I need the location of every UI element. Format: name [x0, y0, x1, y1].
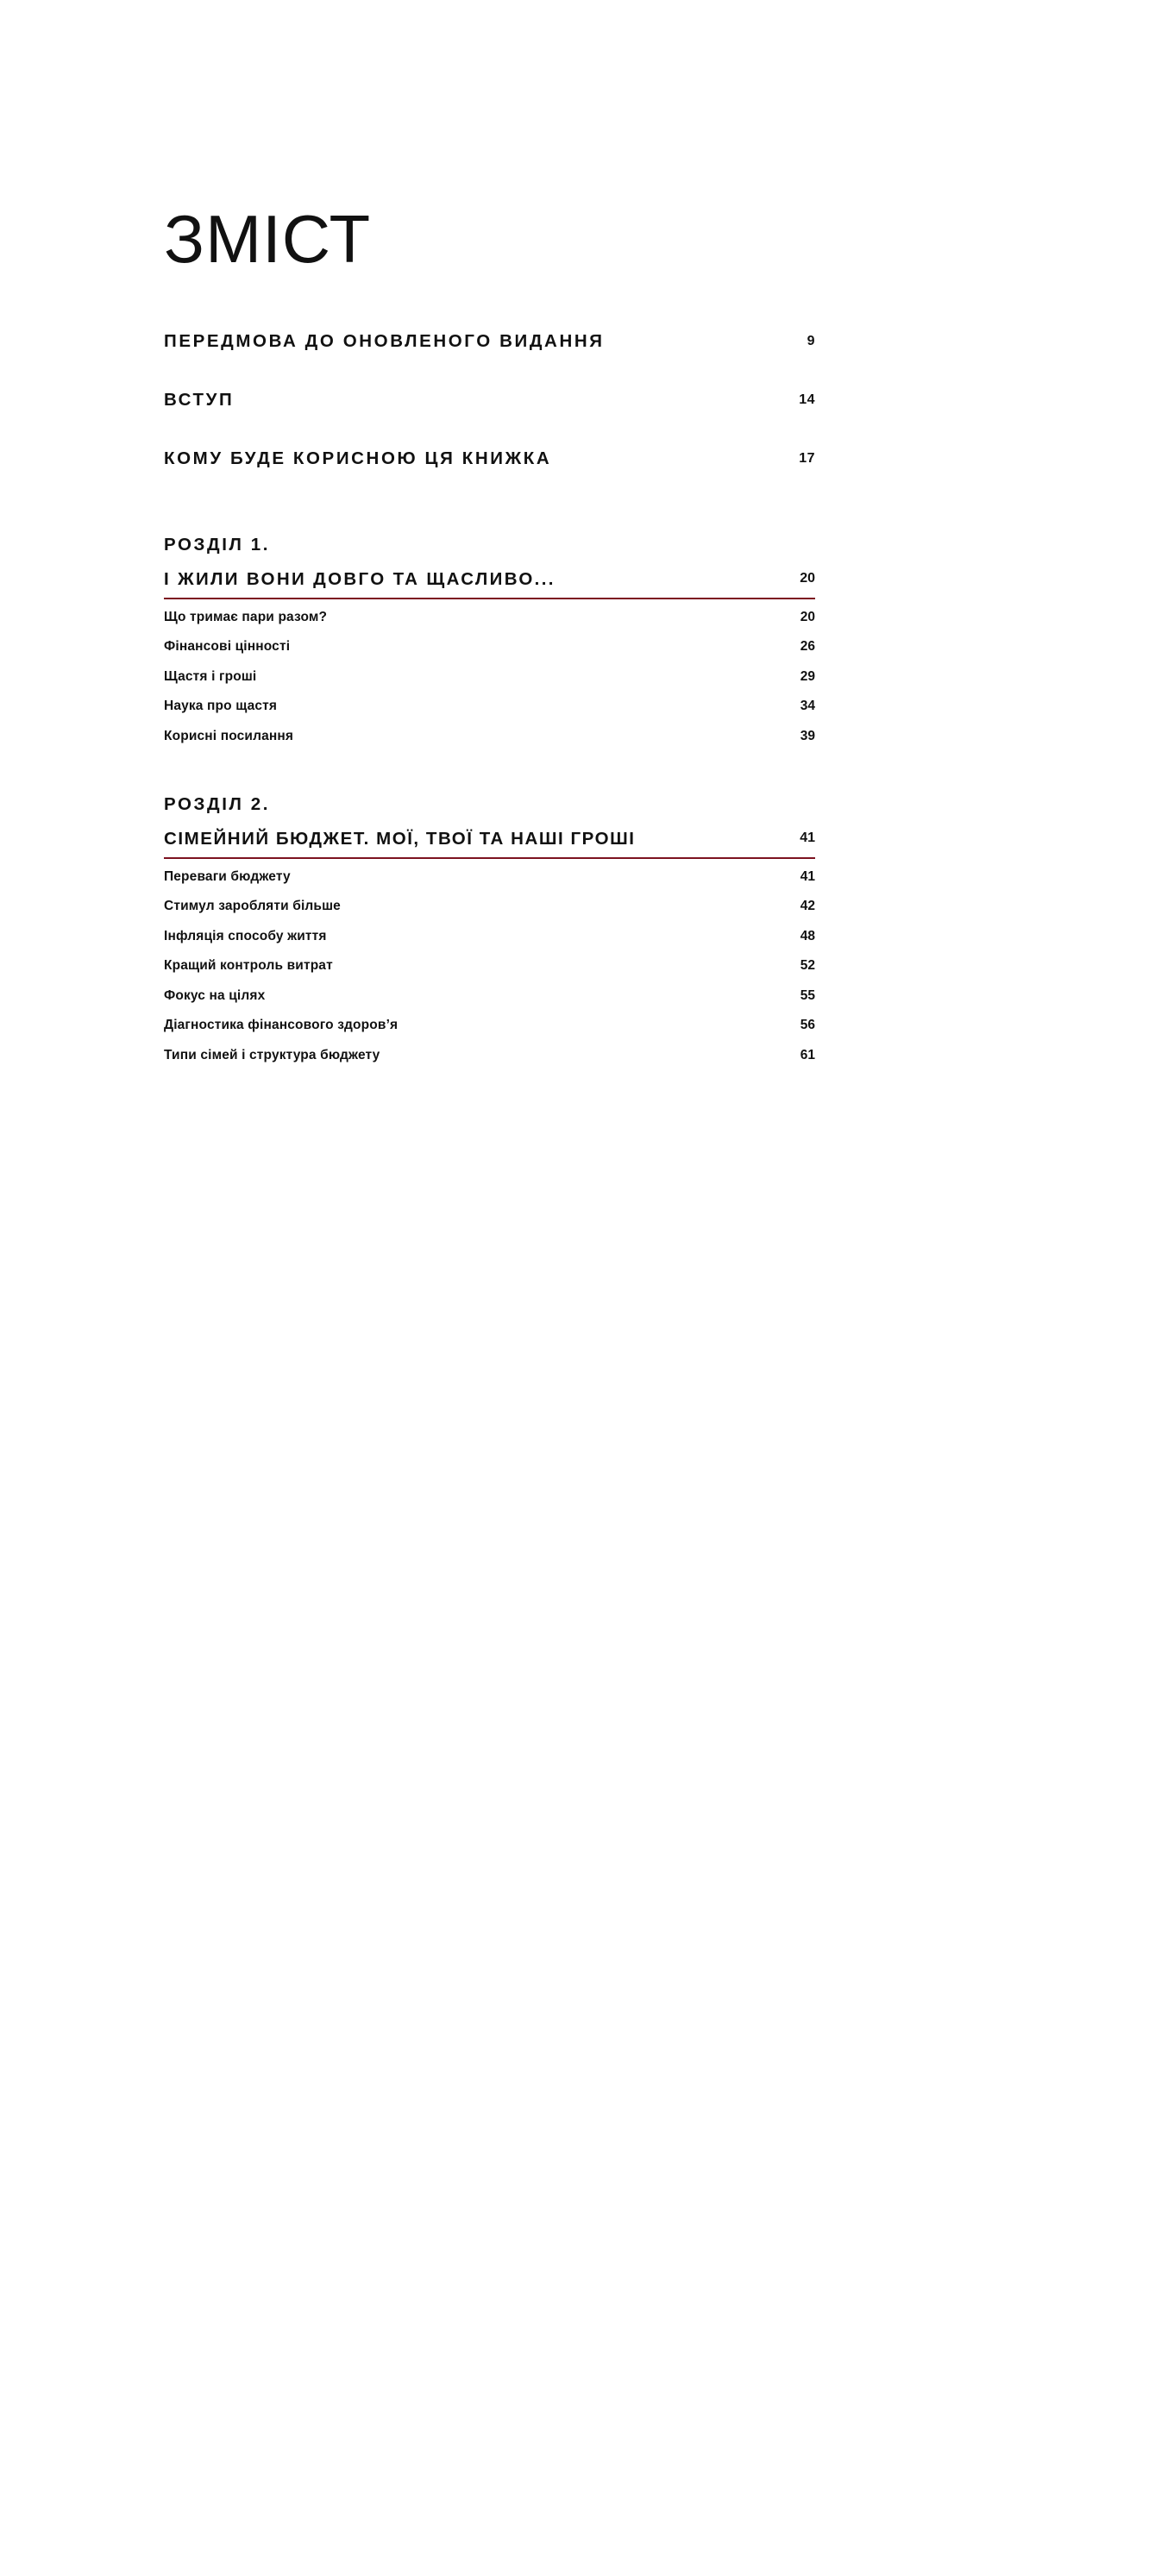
section-page: 52 — [800, 958, 815, 973]
list-item[interactable] — [164, 988, 815, 1018]
toc-entry-page: 17 — [799, 451, 815, 466]
section-label: Переваги бюджету — [164, 868, 291, 884]
chapter-2-sections — [164, 869, 815, 1078]
toc-entry-label: ПЕРЕДМОВА ДО ОНОВЛЕНОГО ВИДАННЯ — [164, 331, 605, 351]
section-label: Що тримає пари разом? — [164, 609, 328, 624]
list-item[interactable] — [164, 958, 815, 988]
chapter-2 — [164, 796, 815, 1077]
table-of-contents — [164, 331, 815, 1077]
section-page: 34 — [800, 699, 815, 713]
section-label: Діагностика фінансового здоров’я — [164, 1018, 399, 1032]
section-label: Інфляція способу життя — [164, 928, 327, 943]
list-item[interactable] — [164, 929, 815, 959]
chapter-1 — [164, 536, 815, 758]
section-page: 26 — [800, 639, 815, 654]
section-page: 61 — [800, 1047, 815, 1062]
section-label: Кращий контроль витрат — [164, 958, 333, 973]
list-item[interactable] — [164, 699, 815, 729]
section-page: 42 — [800, 899, 815, 913]
section-page: 39 — [800, 728, 815, 743]
list-item[interactable] — [164, 729, 815, 759]
list-item[interactable] — [164, 639, 815, 669]
toc-entry-page: 9 — [807, 334, 815, 348]
toc-entry-page: 14 — [799, 392, 815, 407]
list-item[interactable] — [164, 899, 815, 929]
section-page: 29 — [800, 668, 815, 684]
list-item[interactable] — [164, 869, 815, 899]
spacer — [164, 507, 815, 536]
list-item[interactable] — [164, 1048, 815, 1078]
section-label: Фокус на цілях — [164, 987, 266, 1003]
section-label: Наука про щастя — [164, 699, 278, 713]
chapter-1-title: І ЖИЛИ ВОНИ ДОВГО ТА ЩАСЛИВО... — [164, 568, 556, 589]
toc-entry-label: КОМУ БУДЕ КОРИСНОЮ ЦЯ КНИЖКА — [164, 448, 552, 468]
section-label: Стимул заробляти більше — [164, 899, 341, 913]
chapter-1-sections — [164, 610, 815, 759]
chapter-2-title: СІМЕЙНИЙ БЮДЖЕТ. МОЇ, ТВОЇ ТА НАШІ ГРОШІ — [164, 828, 636, 849]
section-label: Корисні посилання — [164, 728, 294, 743]
section-label: Фінансові цінності — [164, 639, 291, 654]
chapter-2-title-row[interactable] — [164, 829, 815, 859]
section-page: 55 — [800, 987, 815, 1003]
toc-entry-who-is-this-book-for[interactable] — [164, 448, 815, 507]
chapter-1-title-row[interactable] — [164, 569, 815, 599]
list-item[interactable] — [164, 610, 815, 640]
toc-entry-label: ВСТУП — [164, 390, 235, 410]
chapter-2-kicker: РОЗДІЛ 2. — [164, 794, 271, 814]
list-item[interactable] — [164, 1018, 815, 1048]
section-page: 41 — [800, 868, 815, 884]
toc-entry-introduction[interactable] — [164, 390, 815, 448]
section-label: Щастя і гроші — [164, 668, 257, 684]
section-page: 48 — [800, 928, 815, 943]
section-page: 20 — [800, 609, 815, 624]
chapter-1-kicker: РОЗДІЛ 1. — [164, 535, 271, 555]
list-item[interactable] — [164, 669, 815, 699]
toc-entry-foreword[interactable] — [164, 331, 815, 390]
section-label: Типи сімей і структура бюджету — [164, 1047, 380, 1062]
spacer — [164, 758, 815, 796]
chapter-1-page: 20 — [800, 570, 815, 586]
page-title: ЗМІСТ — [164, 201, 372, 278]
chapter-2-page: 41 — [800, 830, 815, 845]
section-page: 56 — [800, 1018, 815, 1032]
